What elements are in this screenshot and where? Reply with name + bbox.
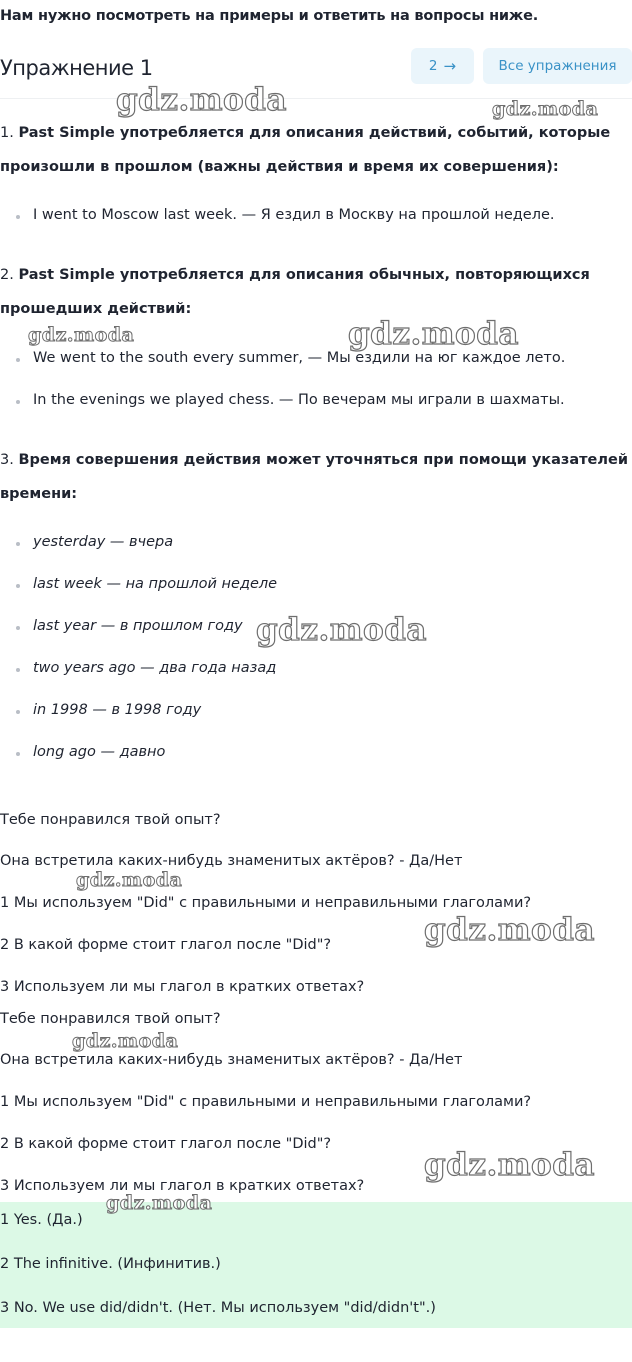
watermark-logo: gdz.moda [106,1192,213,1214]
rule-1-line-2: произошли в прошлом (важны действия и время их совершения): [0,159,559,175]
watermark-logo: gdz.moda [492,98,599,120]
exercise-title: Упражнение 1 [0,56,153,80]
question-line: Тебе понравился твой опыт? [0,812,221,828]
rule-1-line-1: 1. Past Simple употребляется для описания действий, событий, которые [0,125,611,141]
answer-line: 3 No. We use did/didn't. (Нет. Мы используем "did/didn't".) [0,1300,436,1316]
question-line: 3 Используем ли мы глагол в кратких ответах? [0,1178,365,1194]
watermark-logo: gdz.moda [76,869,183,891]
next-exercise-label: 2 [428,58,438,74]
arrow-right-icon: → [443,57,457,75]
watermark-logo: gdz.moda [116,82,287,118]
rule-2-line-2: прошедших действий: [0,301,192,317]
question-line: 2 В какой форме стоит глагол после "Did"? [0,937,332,953]
watermark-logo: gdz.moda [424,1147,595,1183]
intro-text: Нам нужно посмотреть на примеры и ответить на вопросы ниже. [0,8,539,24]
header-divider [0,98,632,99]
answers-panel [0,1202,632,1328]
question-line: 2 В какой форме стоит глагол после "Did"? [0,1136,332,1152]
watermark-logo: gdz.moda [424,912,595,948]
watermark-logo: gdz.moda [348,316,519,352]
question-line: Тебе понравился твой опыт? [0,1011,221,1027]
watermark-logo: gdz.moda [256,612,427,648]
answer-line: 2 The infinitive. (Инфинитив.) [0,1256,221,1272]
next-exercise-button[interactable] [411,48,474,84]
question-line: 1 Мы используем "Did" с правильными и неправильными глаголами? [0,895,532,911]
rule-3-line-1: 3. Время совершения действия может уточняться при помощи указателей [0,452,628,468]
all-exercises-button[interactable]: Все упражнения [483,48,632,84]
question-line: 3 Используем ли мы глагол в кратких ответах? [0,979,365,995]
watermark-logo: gdz.moda [72,1030,179,1052]
rule-2-line-1: 2. Past Simple употребляется для описания обычных, повторяющихся [0,267,590,283]
watermark-logo: gdz.moda [28,324,135,346]
question-line: 1 Мы используем "Did" с правильными и неправильными глаголами? [0,1094,532,1110]
answer-line: 1 Yes. (Да.) [0,1212,83,1228]
question-line: Она встретила каких-нибудь знаменитых актёров? - Да/Нет [0,1052,463,1068]
rule-3-line-2: времени: [0,486,78,502]
question-line: Она встретила каких-нибудь знаменитых актёров? - Да/Нет [0,853,463,869]
